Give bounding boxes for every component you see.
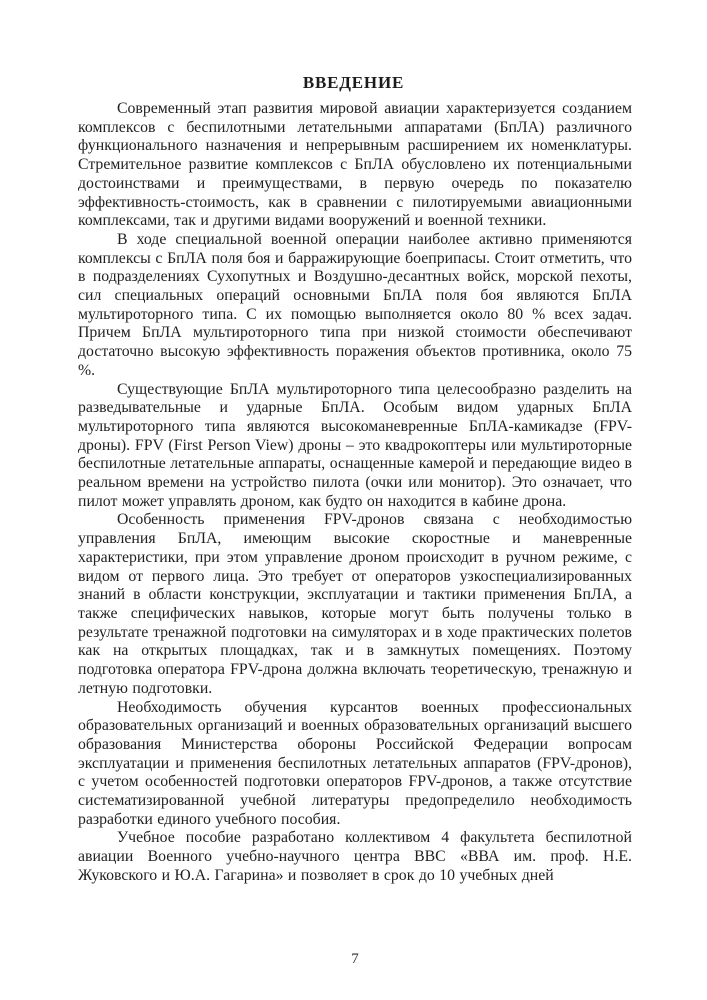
paragraph-manual-authors: Учебное пособие разработано коллективом 4 факультета беспилотной авиации Военного учебно-научного центра ВВС «ВВА им. проф. Н.Е. Жуковского и Ю.А. Гагарина» и позволяет в срок до 10 учебных дней <box>78 829 632 884</box>
page-number: 7 <box>351 951 359 967</box>
paragraph-fpv-features: Особенность применения FPV-дронов связана с необходимостью управления БпЛА, имеющим высокие скоростные и маневренные характеристики, при этом управление дроном происходит в ручном режиме, с видом от первого лица. Это требует от операторов узкоспециализированных знаний в области конструкции, эксплуатации и тактики применения БпЛА, а также специфических навыков, которые могут быть получены только в результате тренажной подготовки на симуляторах и в ходе практических полетов как на открытых площадках, так и в замкнутых помещениях. Поэтому подготовка оператора FPV-дрона должна включать теоретическую, тренажную и летную подготовки. <box>78 511 632 697</box>
paragraph-fpv-definition: Существующие БпЛА мультироторного типа целесообразно разделить на разведывательные и ударные БпЛА. Особым видом ударных БпЛА мультироторного типа являются высокоманевренные БпЛА-камикадзе (FPV-дроны). FPV (First Person View) дроны – это квадрокоптеры или мультироторные беспилотные летательные аппараты, оснащенные камерой и передающие видео в реальном времени на устройство пилота (очки или монитор). Это означает, что пилот может управлять дроном, как будто он находится в кабине дрона. <box>78 380 632 510</box>
paragraph-training-need: Необходимость обучения курсантов военных профессиональных образовательных организаций и военных образовательных организаций высшего образования Министерства обороны Российской Федерации вопросам эксплуатации и применения беспилотных летательных аппаратов (FPV-дронов), с учетом особенностей подготовки операторов FPV-дронов, а также отсутствие систематизированной учебной литературы предопределило необходимость разработки единого учебного пособия. <box>78 698 632 828</box>
document-body <box>78 100 632 886</box>
paragraph-intro: Современный этап развития мировой авиации характеризуется созданием комплексов с беспилотными летательными аппаратами (БпЛА) различного функционального назначения и непрерывным расширением их номенклатуры. Стремительное развитие комплексов с БпЛА обусловлено их потенциальными достоинствами и преимуществами, в первую очередь по показателю эффективность-стоимость, как в сравнении с пилотируемыми авиационными комплексами, так и другими видами вооружений и военной техники. <box>78 100 632 230</box>
paragraph-svo-usage: В ходе специальной военной операции наиболее активно применяются комплексы с БпЛА поля боя и барражирующие боеприпасы. Стоит отметить, что в подразделениях Сухопутных и Воздушно-десантных войск, морской пехоты, сил специальных операций основными БпЛА поля боя являются БпЛА мультироторного типа. С их помощью выполняется около 80 % всех задач. Причем БпЛА мультироторного типа при низкой стоимости обеспечивают достаточно высокую эффективность поражения объектов противника, около 75 %. <box>78 230 632 379</box>
page-title: ВВЕДЕНИЕ <box>302 73 405 92</box>
